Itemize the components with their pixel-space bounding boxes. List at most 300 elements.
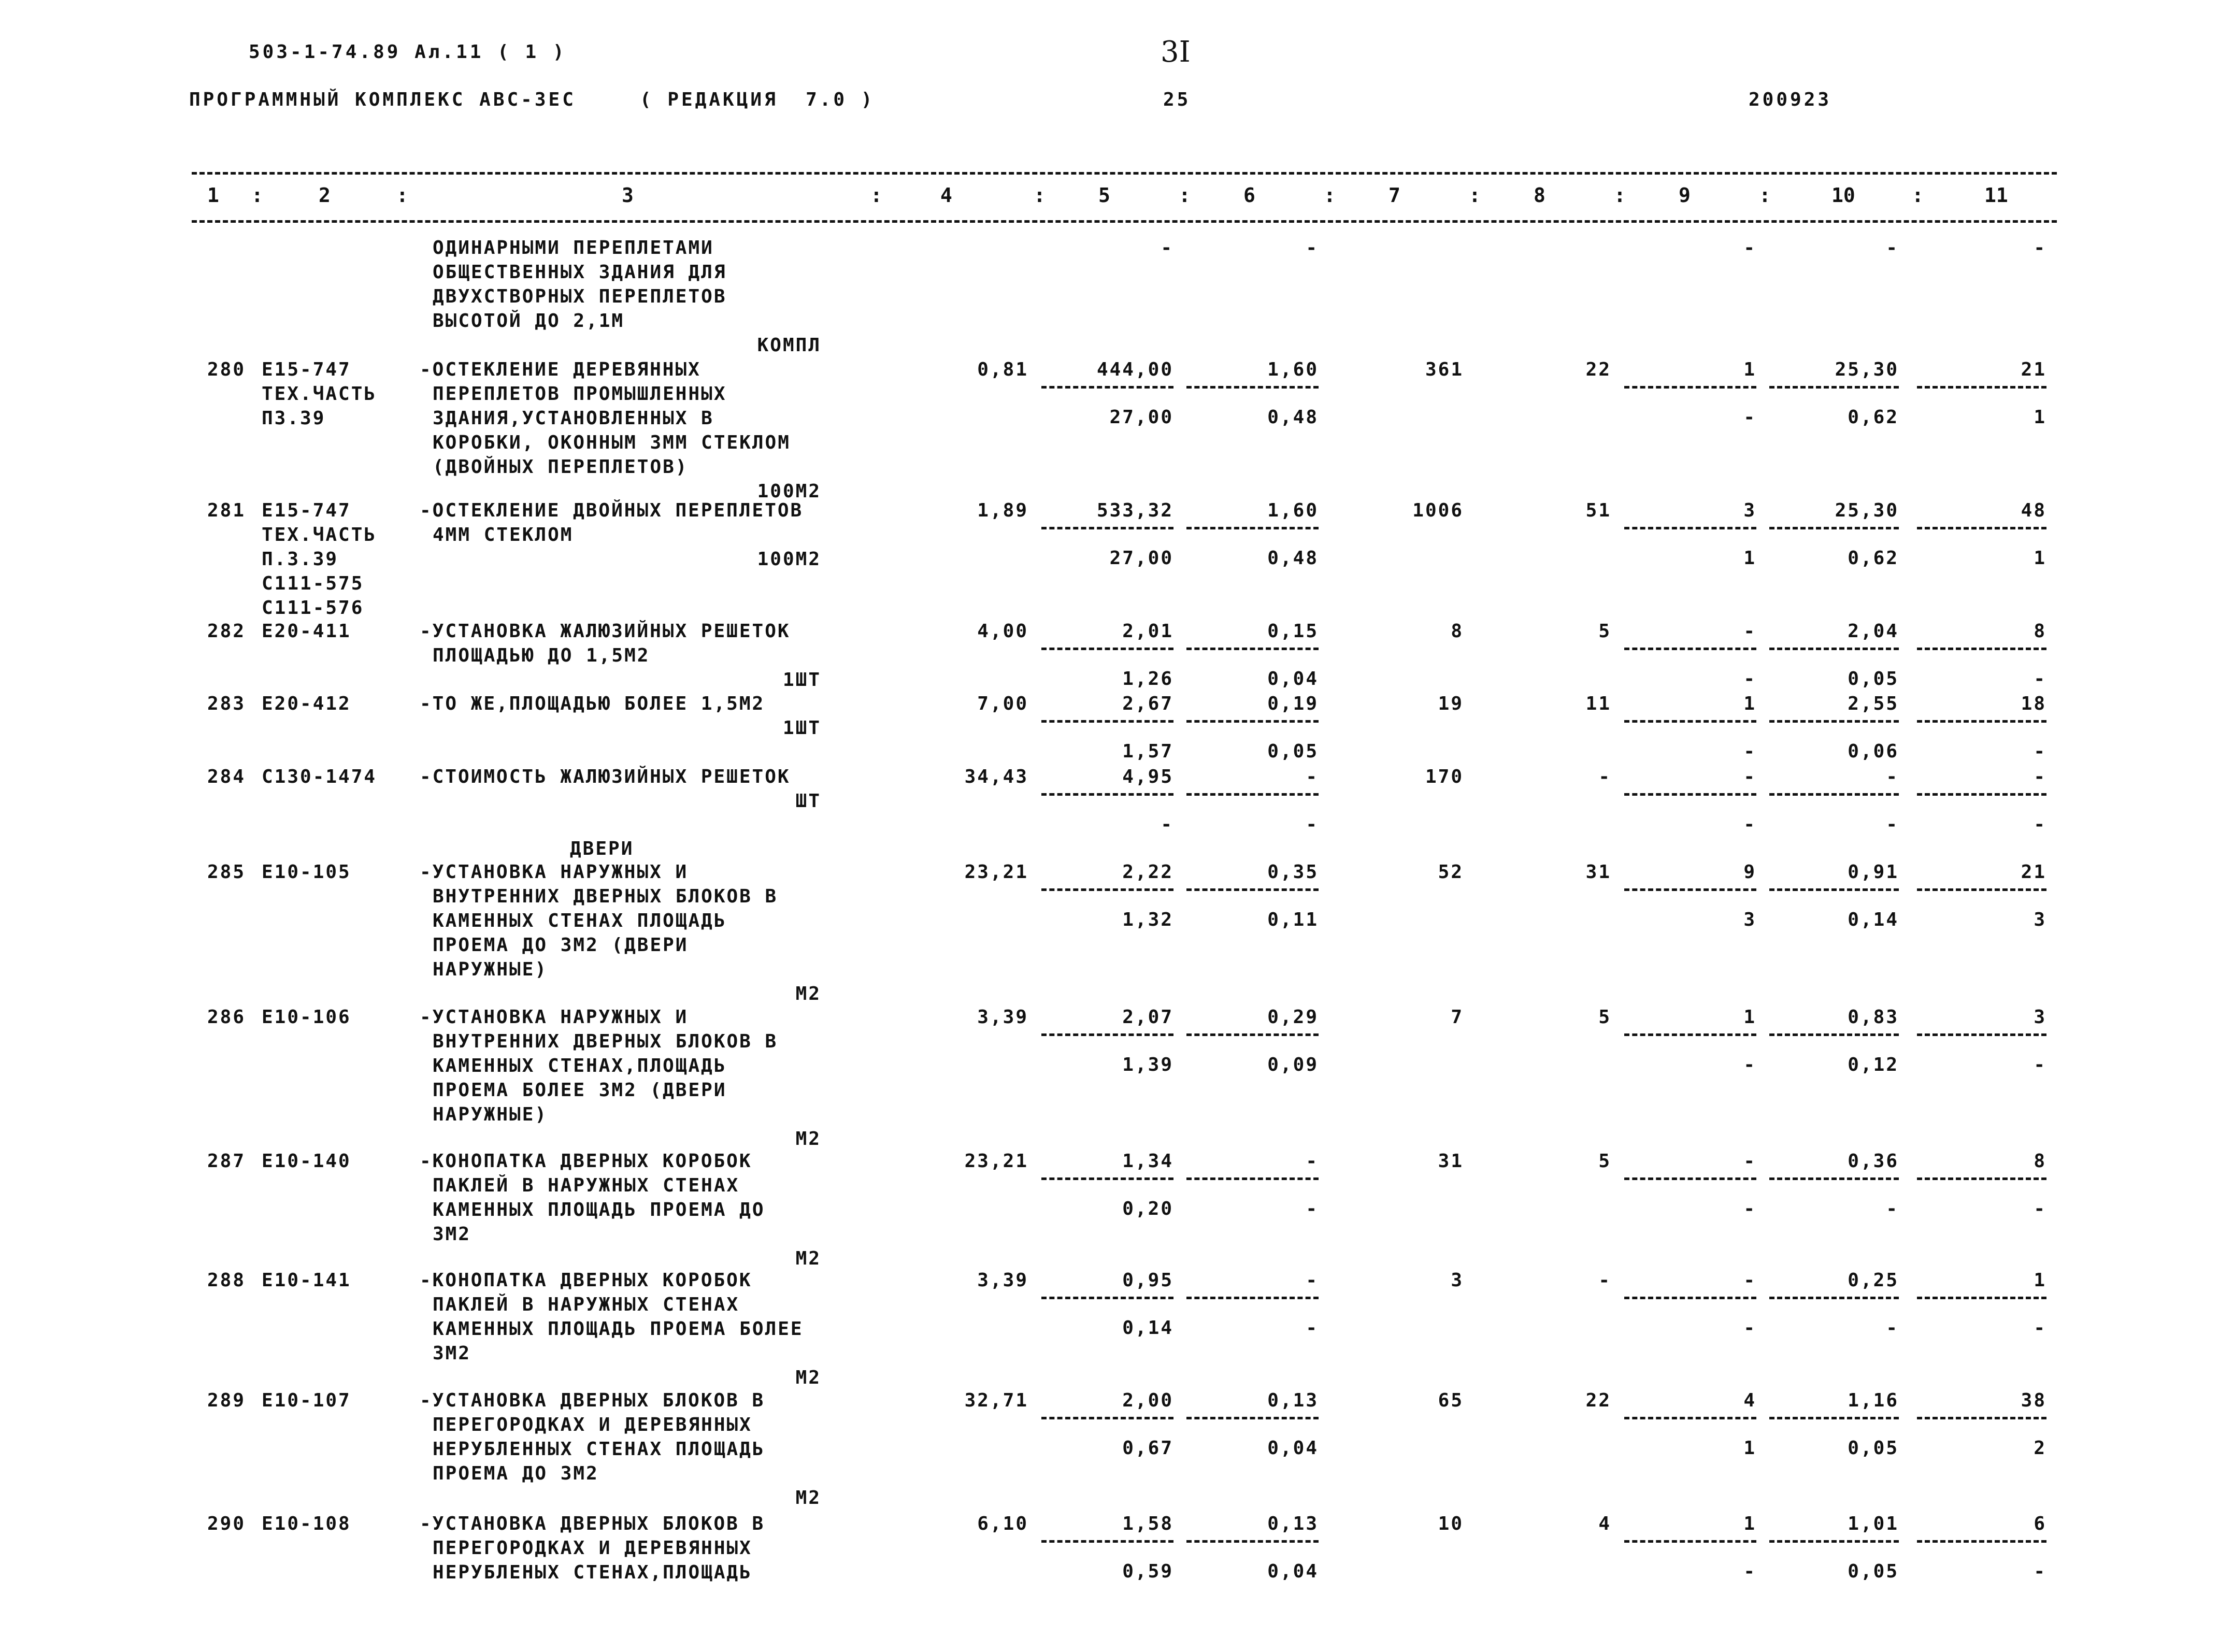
cell-c10b: 0,62: [1848, 548, 1899, 569]
cell-c5b: 27,00: [1109, 548, 1173, 569]
row-number: 286: [207, 1007, 246, 1028]
work-description: ПЕРЕГОРОДКАХ И ДЕРЕВЯННЫХ: [433, 1538, 752, 1559]
dashed-underline: [1624, 386, 1756, 389]
row-number: 284: [207, 766, 246, 787]
cell-c10b: -: [1886, 1198, 1899, 1219]
cell-c9b: -: [1743, 1317, 1756, 1339]
cell-c5b: 1,57: [1122, 741, 1173, 762]
cell-c5: 2,67: [1122, 693, 1173, 714]
row-number: 290: [207, 1513, 246, 1534]
header-rule-bottom: [192, 220, 2057, 223]
work-description: ЗДАНИЯ,УСТАНОВЛЕННЫХ В: [433, 408, 714, 429]
cell-c11: 21: [2021, 359, 2046, 380]
dashed-underline: [1041, 386, 1173, 389]
cell-c9: -: [1743, 621, 1756, 642]
cell-c6: 0,19: [1267, 693, 1319, 714]
cell-c8: 51: [1585, 500, 1611, 521]
column-separator: :: [1469, 184, 1481, 207]
dashed-underline: [1769, 720, 1899, 723]
unit-of-measure: 1ШТ: [782, 717, 821, 739]
cell-c7: 1006: [1412, 500, 1464, 521]
cell-c11b: 2: [2034, 1438, 2046, 1459]
cell-c5: 4,95: [1122, 766, 1173, 787]
unit-of-measure: М2: [795, 1367, 821, 1388]
cell-c10: 25,30: [1835, 359, 1899, 380]
rate-code: С111-576: [262, 597, 364, 619]
cell-c11: 18: [2021, 693, 2046, 714]
unit-of-measure: ШТ: [795, 791, 821, 812]
cell-c11b: -: [2034, 668, 2046, 689]
date-code: 200923: [1749, 89, 1832, 110]
dashed-underline: [1917, 648, 2046, 650]
work-description: ПРОЕМА БОЛЕЕ 3М2 (ДВЕРИ: [433, 1080, 727, 1101]
column-separator: :: [870, 184, 882, 207]
cell-c9: -: [1743, 1151, 1756, 1172]
work-description: ВНУТРЕННИХ ДВЕРНЫХ БЛОКОВ В: [433, 886, 778, 907]
dashed-underline: [1769, 1540, 1899, 1543]
cell-c10: 2,55: [1848, 693, 1899, 714]
cell-c8: 5: [1598, 1151, 1611, 1172]
unit-of-measure: 100М2: [757, 481, 821, 502]
cell-c4: 23,21: [964, 1151, 1028, 1172]
column-separator: :: [396, 184, 408, 207]
cell-c9b: -: [1743, 1198, 1756, 1219]
cell-c8: 22: [1585, 1390, 1611, 1411]
cell-c5: 2,07: [1122, 1007, 1173, 1028]
cell-c5b: 0,59: [1122, 1561, 1173, 1582]
work-description: -ОСТЕКЛЕНИЕ ДВОЙНЫХ ПЕРЕПЛЕТОВ: [420, 500, 804, 521]
dashed-underline: [1917, 1297, 2046, 1299]
cell-c11: 38: [2021, 1390, 2046, 1411]
cell-c10: 0,36: [1848, 1151, 1899, 1172]
cell-c5: 0,95: [1122, 1270, 1173, 1291]
cell-c6: -: [1306, 766, 1319, 787]
row-number: 280: [207, 359, 246, 380]
cell-c6b: 0,48: [1267, 548, 1319, 569]
dashed-underline: [1917, 1540, 2046, 1543]
cell-c11: 48: [2021, 500, 2046, 521]
cell-c9: -: [1743, 237, 1756, 258]
cell-c8: 11: [1585, 693, 1611, 714]
cell-c6: 0,13: [1267, 1390, 1319, 1411]
unit-of-measure: 1ШТ: [782, 669, 821, 691]
work-description: НЕРУБЛЕННЫХ СТЕНАХ ПЛОЩАДЬ: [433, 1439, 765, 1460]
cell-c8: -: [1598, 1270, 1611, 1291]
rate-code: С130-1474: [262, 766, 377, 787]
unit-of-measure: М2: [795, 983, 821, 1004]
document-code: 503-1-74.89 Ал.11 ( 1 ): [249, 41, 567, 63]
dashed-underline: [1624, 720, 1756, 723]
work-description: ОДИНАРНЫМИ ПЕРЕПЛЕТАМИ: [433, 237, 714, 258]
cell-c7: 19: [1438, 693, 1464, 714]
column-separator: :: [1179, 184, 1191, 207]
column-separator: :: [1614, 184, 1626, 207]
cell-c9b: -: [1743, 814, 1756, 835]
cell-c7: 8: [1451, 621, 1464, 642]
cell-c11: -: [2034, 766, 2046, 787]
column-separator: :: [1034, 184, 1046, 207]
column-header-3: 3: [622, 184, 634, 207]
cell-c9b: -: [1743, 668, 1756, 689]
dashed-underline: [1186, 1033, 1319, 1036]
cell-c10: 1,16: [1848, 1390, 1899, 1411]
dashed-underline: [1917, 793, 2046, 796]
work-description: ПАКЛЕЙ В НАРУЖНЫХ СТЕНАХ: [433, 1294, 740, 1315]
dashed-underline: [1624, 1540, 1756, 1543]
work-description: КАМЕННЫХ СТЕНАХ ПЛОЩАДЬ: [433, 910, 727, 931]
cell-c4: 0,81: [977, 359, 1028, 380]
cell-c9: 9: [1743, 861, 1756, 883]
cell-c9: -: [1743, 766, 1756, 787]
cell-c6b: 0,04: [1267, 1561, 1319, 1582]
rate-code: Е10-107: [262, 1390, 351, 1411]
cell-c9: 1: [1743, 1513, 1756, 1534]
dashed-underline: [1186, 1540, 1319, 1543]
work-description: 3М2: [433, 1224, 471, 1245]
work-description: НЕРУБЛЕНЫХ СТЕНАХ,ПЛОЩАДЬ: [433, 1562, 752, 1583]
cell-c9: -: [1743, 1270, 1756, 1291]
cell-c8: -: [1598, 766, 1611, 787]
cell-c4: 3,39: [977, 1007, 1028, 1028]
work-description: -УСТАНОВКА ДВЕРНЫХ БЛОКОВ В: [420, 1390, 765, 1411]
dashed-underline: [1186, 888, 1319, 891]
cell-c7: 65: [1438, 1390, 1464, 1411]
cell-c5b: 1,32: [1122, 909, 1173, 930]
dashed-underline: [1917, 888, 2046, 891]
work-description: КАМЕННЫХ ПЛОЩАДЬ ПРОЕМА БОЛЕЕ: [433, 1318, 804, 1340]
cell-c6b: 0,05: [1267, 741, 1319, 762]
cell-c11b: 3: [2034, 909, 2046, 930]
column-header-7: 7: [1389, 184, 1400, 207]
cell-c5: 1,58: [1122, 1513, 1173, 1534]
dashed-underline: [1186, 1417, 1319, 1419]
cell-c5b: 1,26: [1122, 668, 1173, 689]
cell-c10: 0,91: [1848, 861, 1899, 883]
cell-c6b: -: [1306, 1317, 1319, 1339]
cell-c6: -: [1306, 237, 1319, 258]
rate-code: С111-575: [262, 573, 364, 594]
work-description: -УСТАНОВКА НАРУЖНЫХ И: [420, 861, 689, 883]
rate-code: Е20-411: [262, 621, 351, 642]
cell-c11b: 1: [2034, 407, 2046, 428]
cell-c6b: 0,48: [1267, 407, 1319, 428]
work-description: ПЕРЕГОРОДКАХ И ДЕРЕВЯННЫХ: [433, 1414, 752, 1435]
cell-c10: 0,83: [1848, 1007, 1899, 1028]
cell-c7: 361: [1425, 359, 1464, 380]
dashed-underline: [1624, 1177, 1756, 1180]
cell-c10b: -: [1886, 814, 1899, 835]
work-description: (ДВОЙНЫХ ПЕРЕПЛЕТОВ): [433, 456, 689, 478]
cell-c4: 3,39: [977, 1270, 1028, 1291]
dashed-underline: [1917, 386, 2046, 389]
cell-c8: 4: [1598, 1513, 1611, 1534]
work-description: 3М2: [433, 1343, 471, 1364]
cell-c5b: 1,39: [1122, 1054, 1173, 1075]
rate-code: ПЗ.39: [262, 408, 326, 429]
work-description: НАРУЖНЫЕ): [433, 1104, 548, 1125]
column-header-5: 5: [1098, 184, 1110, 207]
work-description: ПРОЕМА ДО 3М2 (ДВЕРИ: [433, 935, 689, 956]
page-number: 3I: [1161, 35, 1191, 69]
dashed-underline: [1186, 527, 1319, 529]
work-description: ОБЩЕСТВЕННЫХ ЗДАНИЯ ДЛЯ: [433, 262, 727, 283]
dashed-underline: [1186, 1177, 1319, 1180]
column-separator: :: [1759, 184, 1771, 207]
cell-c10b: 0,05: [1848, 1561, 1899, 1582]
dashed-underline: [1041, 648, 1173, 650]
cell-c8: 22: [1585, 359, 1611, 380]
dashed-underline: [1917, 1177, 2046, 1180]
dashed-underline: [1041, 1417, 1173, 1419]
cell-c9b: -: [1743, 741, 1756, 762]
dashed-underline: [1624, 648, 1756, 650]
cell-c5b: 0,14: [1122, 1317, 1173, 1339]
dashed-underline: [1041, 1177, 1173, 1180]
column-separator: :: [1324, 184, 1336, 207]
dashed-underline: [1186, 720, 1319, 723]
work-description: НАРУЖНЫЕ): [433, 959, 548, 980]
cell-c8: 5: [1598, 1007, 1611, 1028]
cell-c6b: -: [1306, 1198, 1319, 1219]
dashed-underline: [1769, 888, 1899, 891]
cell-c9: 1: [1743, 359, 1756, 380]
cell-c9: 1: [1743, 693, 1756, 714]
cell-c11b: -: [2034, 1317, 2046, 1339]
cell-c10: -: [1886, 766, 1899, 787]
cell-c9: 4: [1743, 1390, 1756, 1411]
cell-c4: 7,00: [977, 693, 1028, 714]
column-header-11: 11: [1984, 184, 2008, 207]
cell-c5: 2,00: [1122, 1390, 1173, 1411]
work-description: КАМЕННЫХ СТЕНАХ,ПЛОЩАДЬ: [433, 1055, 727, 1076]
cell-c9b: -: [1743, 407, 1756, 428]
work-description: ПЕРЕПЛЕТОВ ПРОМЫШЛЕННЫХ: [433, 383, 727, 405]
row-number: 289: [207, 1390, 246, 1411]
cell-c10b: 0,62: [1848, 407, 1899, 428]
cell-c9b: -: [1743, 1561, 1756, 1582]
dashed-underline: [1186, 386, 1319, 389]
unit-of-measure: КОМПЛ: [757, 335, 821, 356]
section-title-doors: ДВЕРИ: [570, 838, 634, 859]
cell-c11: 8: [2034, 621, 2046, 642]
rate-code: ТЕХ.ЧАСТЬ: [262, 524, 377, 545]
unit-of-measure: 100М2: [757, 549, 821, 570]
cell-c9b: 1: [1743, 1438, 1756, 1459]
unit-of-measure: М2: [795, 1128, 821, 1150]
cell-c11b: -: [2034, 1054, 2046, 1075]
row-number: 283: [207, 693, 246, 714]
column-header-9: 9: [1679, 184, 1691, 207]
work-description: ДВУХСТВОРНЫХ ПЕРЕПЛЕТОВ: [433, 286, 727, 307]
cell-c6b: 0,04: [1267, 1438, 1319, 1459]
cell-c11b: -: [2034, 814, 2046, 835]
cell-c6: 0,35: [1267, 861, 1319, 883]
cell-c4: 6,10: [977, 1513, 1028, 1534]
cell-c10b: 0,05: [1848, 668, 1899, 689]
cell-c10: 2,04: [1848, 621, 1899, 642]
cell-c11b: 1: [2034, 548, 2046, 569]
row-number: 285: [207, 861, 246, 883]
rate-code: Е10-105: [262, 861, 351, 883]
cell-c11: 1: [2034, 1270, 2046, 1291]
rate-code: Е15-747: [262, 500, 351, 521]
dashed-underline: [1041, 793, 1173, 796]
work-description: -ОСТЕКЛЕНИЕ ДЕРЕВЯННЫХ: [420, 359, 701, 380]
cell-c6: 1,60: [1267, 359, 1319, 380]
header-rule-top: [192, 172, 2057, 175]
cell-c5: 2,01: [1122, 621, 1173, 642]
rate-code: Е10-140: [262, 1151, 351, 1172]
cell-c7: 170: [1425, 766, 1464, 787]
cell-c5: -: [1161, 237, 1173, 258]
dashed-underline: [1769, 648, 1899, 650]
cell-c6b: 0,09: [1267, 1054, 1319, 1075]
dashed-underline: [1186, 648, 1319, 650]
work-description: -СТОИМОСТЬ ЖАЛЮЗИЙНЫХ РЕШЕТОК: [420, 766, 791, 787]
dashed-underline: [1041, 1033, 1173, 1036]
sheet-number: 25: [1163, 89, 1191, 110]
cell-c11b: -: [2034, 741, 2046, 762]
work-description: -УСТАНОВКА НАРУЖНЫХ И: [420, 1007, 689, 1028]
work-description: -ТО ЖЕ,ПЛОЩАДЬЮ БОЛЕЕ 1,5М2: [420, 693, 765, 714]
program-name: ПРОГРАММНЫЙ КОМПЛЕКС АВС-ЗЕС: [189, 89, 576, 110]
work-description: -УСТАНОВКА ДВЕРНЫХ БЛОКОВ В: [420, 1513, 765, 1534]
work-description: ПАКЛЕЙ В НАРУЖНЫХ СТЕНАХ: [433, 1175, 740, 1196]
cell-c10b: 0,05: [1848, 1438, 1899, 1459]
dashed-underline: [1041, 1540, 1173, 1543]
work-description: -УСТАНОВКА ЖАЛЮЗИЙНЫХ РЕШЕТОК: [420, 621, 791, 642]
cell-c11b: -: [2034, 1198, 2046, 1219]
rate-code: П.3.39: [262, 549, 339, 570]
cell-c10b: 0,06: [1848, 741, 1899, 762]
unit-of-measure: М2: [795, 1248, 821, 1269]
cell-c8: 5: [1598, 621, 1611, 642]
cell-c11: 21: [2021, 861, 2046, 883]
cell-c7: 3: [1451, 1270, 1464, 1291]
row-number: 288: [207, 1270, 246, 1291]
dashed-underline: [1041, 720, 1173, 723]
cell-c7: 52: [1438, 861, 1464, 883]
work-description: КАМЕННЫХ ПЛОЩАДЬ ПРОЕМА ДО: [433, 1199, 765, 1220]
cell-c5b: 0,67: [1122, 1438, 1173, 1459]
cell-c5: 533,32: [1096, 500, 1173, 521]
cell-c10b: 0,12: [1848, 1054, 1899, 1075]
work-description: ПРОЕМА ДО 3М2: [433, 1463, 599, 1484]
work-description: ПЛОЩАДЬЮ ДО 1,5М2: [433, 645, 650, 666]
rate-code: Е15-747: [262, 359, 351, 380]
column-header-8: 8: [1534, 184, 1545, 207]
dashed-underline: [1041, 1297, 1173, 1299]
dashed-underline: [1769, 1033, 1899, 1036]
work-description: КОРОБКИ, ОКОННЫМ 3ММ СТЕКЛОМ: [433, 432, 791, 453]
dashed-underline: [1624, 888, 1756, 891]
dashed-underline: [1624, 1033, 1756, 1036]
cell-c4: 4,00: [977, 621, 1028, 642]
cell-c6: 0,15: [1267, 621, 1319, 642]
rate-code: Е10-106: [262, 1007, 351, 1028]
work-description: ВНУТРЕННИХ ДВЕРНЫХ БЛОКОВ В: [433, 1031, 778, 1052]
cell-c10: 0,25: [1848, 1270, 1899, 1291]
dashed-underline: [1917, 1417, 2046, 1419]
dashed-underline: [1769, 1297, 1899, 1299]
program-edition: ( РЕДАКЦИЯ 7.0 ): [640, 89, 875, 110]
dashed-underline: [1917, 1033, 2046, 1036]
dashed-underline: [1769, 793, 1899, 796]
cell-c6: 1,60: [1267, 500, 1319, 521]
dashed-underline: [1041, 888, 1173, 891]
cell-c11: 8: [2034, 1151, 2046, 1172]
column-header-1: 1: [207, 184, 219, 207]
work-description: 4ММ СТЕКЛОМ: [433, 524, 574, 545]
rate-code: ТЕХ.ЧАСТЬ: [262, 383, 377, 405]
work-description: -КОНОПАТКА ДВЕРНЫХ КОРОБОК: [420, 1151, 752, 1172]
rate-code: Е20-412: [262, 693, 351, 714]
cell-c9b: 1: [1743, 548, 1756, 569]
cell-c4: 23,21: [964, 861, 1028, 883]
cell-c10: -: [1886, 237, 1899, 258]
column-header-10: 10: [1831, 184, 1855, 207]
work-description: ВЫСОТОЙ ДО 2,1М: [433, 310, 625, 332]
cell-c10b: -: [1886, 1317, 1899, 1339]
cell-c6b: 0,11: [1267, 909, 1319, 930]
unit-of-measure: М2: [795, 1487, 821, 1509]
cell-c10b: 0,14: [1848, 909, 1899, 930]
cell-c5b: 27,00: [1109, 407, 1173, 428]
column-header-4: 4: [940, 184, 952, 207]
cell-c9: 1: [1743, 1007, 1756, 1028]
column-header-2: 2: [319, 184, 331, 207]
cell-c9b: 3: [1743, 909, 1756, 930]
cell-c11b: -: [2034, 1561, 2046, 1582]
dashed-underline: [1186, 793, 1319, 796]
cell-c4: 34,43: [964, 766, 1028, 787]
work-description: -КОНОПАТКА ДВЕРНЫХ КОРОБОК: [420, 1270, 752, 1291]
dashed-underline: [1624, 527, 1756, 529]
cell-c6: 0,13: [1267, 1513, 1319, 1534]
cell-c7: 7: [1451, 1007, 1464, 1028]
cell-c5: 1,34: [1122, 1151, 1173, 1172]
dashed-underline: [1769, 1177, 1899, 1180]
cell-c10: 25,30: [1835, 500, 1899, 521]
cell-c5: 2,22: [1122, 861, 1173, 883]
dashed-underline: [1041, 527, 1173, 529]
dashed-underline: [1186, 1297, 1319, 1299]
row-number: 287: [207, 1151, 246, 1172]
cell-c4: 1,89: [977, 500, 1028, 521]
cell-c11: -: [2034, 237, 2046, 258]
cell-c6b: -: [1306, 814, 1319, 835]
cell-c5b: -: [1161, 814, 1173, 835]
row-number: 282: [207, 621, 246, 642]
cell-c4: 32,71: [964, 1390, 1028, 1411]
rate-code: Е10-141: [262, 1270, 351, 1291]
dashed-underline: [1917, 720, 2046, 723]
row-number: 281: [207, 500, 246, 521]
cell-c11: 3: [2034, 1007, 2046, 1028]
cell-c5b: 0,20: [1122, 1198, 1173, 1219]
cell-c11: 6: [2034, 1513, 2046, 1534]
cell-c5: 444,00: [1096, 359, 1173, 380]
rate-code: Е10-108: [262, 1513, 351, 1534]
cell-c6: -: [1306, 1270, 1319, 1291]
cell-c6b: 0,04: [1267, 668, 1319, 689]
cell-c9b: -: [1743, 1054, 1756, 1075]
cell-c7: 10: [1438, 1513, 1464, 1534]
column-header-6: 6: [1243, 184, 1255, 207]
dashed-underline: [1769, 1417, 1899, 1419]
column-separator: :: [251, 184, 263, 207]
cell-c8: 31: [1585, 861, 1611, 883]
